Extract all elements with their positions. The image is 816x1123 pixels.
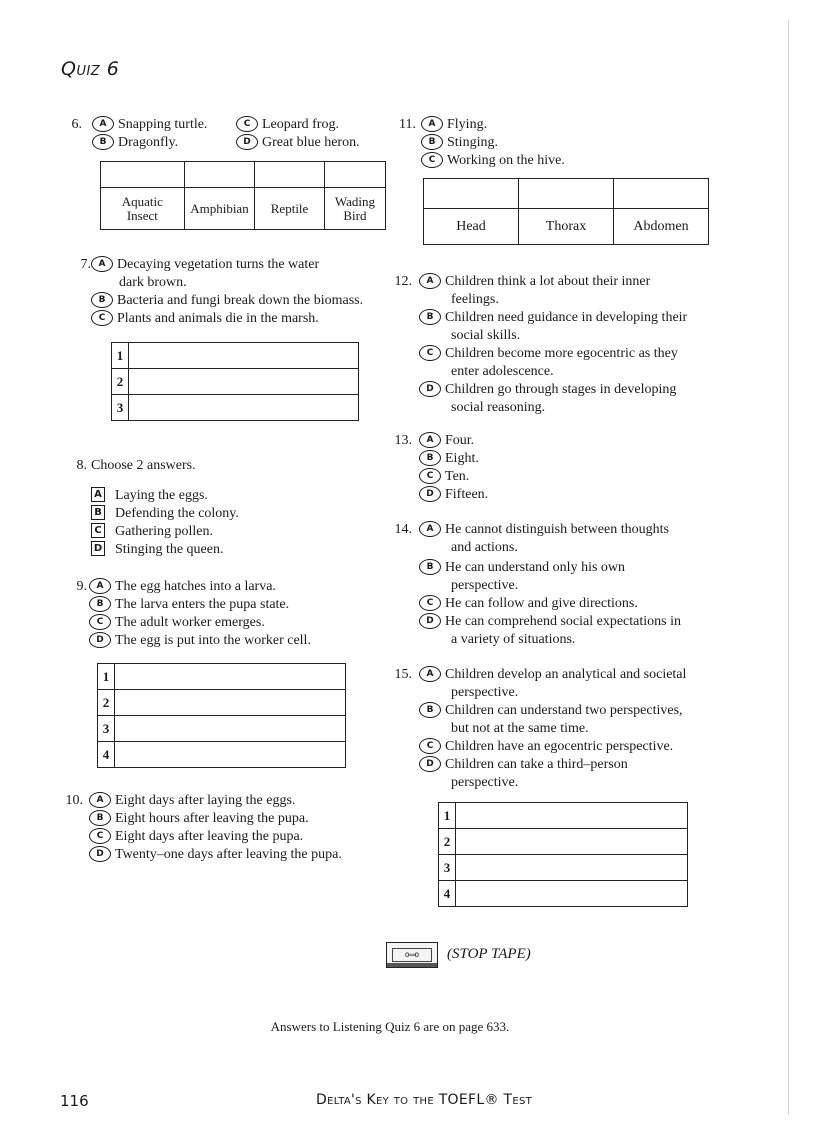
option-bubble[interactable]: C bbox=[91, 310, 113, 326]
option-text: Decaying vegetation turns the water bbox=[117, 257, 320, 272]
option-a[interactable] bbox=[419, 432, 474, 450]
option-a[interactable] bbox=[419, 666, 686, 684]
option-b[interactable] bbox=[419, 702, 683, 720]
option-bubble[interactable]: A bbox=[419, 432, 441, 448]
option-bubble[interactable]: B bbox=[419, 559, 441, 575]
option-text: Fifteen. bbox=[445, 487, 489, 502]
option-bubble[interactable]: C bbox=[419, 595, 441, 611]
option-bubble[interactable]: D bbox=[419, 756, 441, 772]
option-bubble[interactable]: C bbox=[419, 738, 441, 754]
option-bubble[interactable]: D bbox=[89, 846, 111, 862]
option-text: Children become more egocentric as they bbox=[445, 346, 678, 361]
option-checkbox[interactable]: A bbox=[91, 487, 105, 502]
row-number: 1 bbox=[112, 343, 129, 369]
question-number: 6. bbox=[71, 117, 82, 132]
option-bubble[interactable]: D bbox=[236, 134, 258, 150]
option-c[interactable] bbox=[419, 345, 678, 363]
option-text: He can comprehend social expectations in bbox=[445, 614, 681, 629]
option-text: Defending the colony. bbox=[115, 506, 239, 521]
option-b[interactable] bbox=[419, 309, 687, 327]
option-a[interactable] bbox=[92, 116, 207, 134]
option-a-continued: dark brown. bbox=[119, 275, 187, 290]
option-text: The larva enters the pupa state. bbox=[115, 597, 290, 612]
page-title: Quiz 6 bbox=[61, 58, 120, 80]
column-header: Reptile bbox=[255, 188, 325, 230]
answer-slot[interactable] bbox=[456, 803, 688, 829]
option-bubble[interactable]: B bbox=[92, 134, 114, 150]
option-b[interactable] bbox=[92, 134, 178, 152]
option-text: Stinging. bbox=[447, 135, 498, 150]
option-text: He can understand only his own bbox=[445, 560, 626, 575]
option-d[interactable] bbox=[236, 134, 360, 152]
column-header: Aquatic Insect bbox=[101, 188, 185, 230]
option-b[interactable] bbox=[421, 134, 498, 152]
option-bubble[interactable]: B bbox=[89, 596, 111, 612]
option-b[interactable] bbox=[91, 292, 363, 310]
option-bubble[interactable]: A bbox=[91, 256, 113, 272]
option-d[interactable] bbox=[419, 613, 681, 631]
question-number: 10. bbox=[65, 793, 83, 808]
option-d[interactable] bbox=[91, 541, 224, 559]
option-a[interactable] bbox=[421, 116, 487, 134]
option-c[interactable] bbox=[419, 468, 469, 486]
option-text: Gathering pollen. bbox=[115, 524, 213, 539]
cassette-tape-icon bbox=[386, 942, 438, 968]
option-b[interactable] bbox=[91, 505, 239, 523]
option-bubble[interactable]: B bbox=[89, 810, 111, 826]
option-b[interactable] bbox=[89, 810, 309, 828]
option-c[interactable] bbox=[419, 738, 673, 756]
column-header: Abdomen bbox=[614, 209, 709, 245]
option-text: He can follow and give directions. bbox=[445, 596, 638, 611]
option-text: Children develop an analytical and societal bbox=[445, 667, 687, 682]
option-text: Eight hours after leaving the pupa. bbox=[115, 811, 309, 826]
row-number: 2 bbox=[439, 829, 456, 855]
question-number: 15. bbox=[394, 667, 412, 682]
row-number: 1 bbox=[98, 664, 115, 690]
option-bubble[interactable]: B bbox=[421, 134, 443, 150]
option-bubble[interactable]: A bbox=[419, 273, 441, 289]
option-d[interactable] bbox=[419, 486, 488, 504]
cassette-label: o▭o bbox=[392, 948, 432, 962]
option-text: Bacteria and fungi break down the biomass. bbox=[117, 293, 364, 308]
row-number: 3 bbox=[98, 716, 115, 742]
row-number: 1 bbox=[439, 803, 456, 829]
option-bubble[interactable]: C bbox=[421, 152, 443, 168]
option-d[interactable] bbox=[419, 756, 628, 774]
option-checkbox[interactable]: B bbox=[91, 505, 105, 520]
question-number: 11. bbox=[399, 117, 416, 132]
option-text: Children have an egocentric perspective. bbox=[445, 739, 674, 754]
answer-cell[interactable] bbox=[255, 162, 325, 188]
answers-note: Answers to Listening Quiz 6 are on page 633. bbox=[270, 1019, 510, 1034]
option-a[interactable] bbox=[89, 578, 276, 596]
option-text: Eight days after leaving the pupa. bbox=[115, 829, 304, 844]
option-c[interactable] bbox=[421, 152, 565, 170]
question-number: 8. bbox=[76, 458, 87, 473]
row-number: 2 bbox=[112, 369, 129, 395]
option-text: Children need guidance in developing their bbox=[445, 310, 688, 325]
option-text: Flying. bbox=[447, 117, 488, 132]
stop-tape-label: (STOP TAPE) bbox=[447, 946, 531, 962]
option-bubble[interactable]: A bbox=[421, 116, 443, 132]
option-bubble[interactable]: D bbox=[419, 486, 441, 502]
column-header: Thorax bbox=[519, 209, 614, 245]
answer-cell[interactable] bbox=[424, 179, 519, 209]
option-text: The adult worker emerges. bbox=[115, 615, 265, 630]
answer-slot[interactable] bbox=[129, 369, 359, 395]
option-checkbox[interactable]: C bbox=[91, 523, 105, 538]
row-number: 4 bbox=[439, 881, 456, 907]
option-a-continued: perspective. bbox=[451, 685, 519, 700]
option-b-continued: perspective. bbox=[451, 578, 519, 593]
option-bubble[interactable]: A bbox=[89, 792, 111, 808]
answer-cell[interactable] bbox=[184, 162, 255, 188]
option-bubble[interactable]: B bbox=[419, 450, 441, 466]
option-a[interactable] bbox=[419, 273, 650, 291]
option-text: Children can take a third–person bbox=[445, 757, 628, 772]
option-bubble[interactable]: C bbox=[89, 614, 111, 630]
option-text: He cannot distinguish between thoughts bbox=[445, 522, 669, 537]
row-number: 2 bbox=[98, 690, 115, 716]
question-number: 14. bbox=[394, 522, 412, 537]
option-text: Four. bbox=[445, 433, 475, 448]
row-number: 3 bbox=[112, 395, 129, 421]
answer-cell[interactable] bbox=[324, 162, 385, 188]
option-b[interactable] bbox=[419, 450, 479, 468]
option-bubble[interactable]: D bbox=[89, 632, 111, 648]
row-number: 4 bbox=[98, 742, 115, 768]
option-c[interactable] bbox=[89, 614, 265, 632]
q6-answer-table bbox=[100, 161, 386, 230]
answer-slot[interactable] bbox=[115, 664, 346, 690]
option-bubble[interactable]: C bbox=[89, 828, 111, 844]
option-d-continued: a variety of situations. bbox=[451, 632, 576, 647]
option-text: Children go through stages in developing bbox=[445, 382, 677, 397]
question-number: 7. bbox=[80, 257, 91, 272]
page-edge-rule bbox=[788, 20, 789, 1115]
option-b-continued: social skills. bbox=[451, 328, 521, 343]
option-d[interactable] bbox=[419, 381, 676, 399]
answer-slot[interactable] bbox=[456, 881, 688, 907]
option-c-continued: enter adolescence. bbox=[451, 364, 554, 379]
question-number: 12. bbox=[394, 274, 412, 289]
option-b[interactable] bbox=[419, 559, 625, 577]
question-number: 9. bbox=[76, 579, 87, 594]
option-d-continued: social reasoning. bbox=[451, 400, 546, 415]
option-text: Snapping turtle. bbox=[118, 117, 208, 132]
answer-cell[interactable] bbox=[519, 179, 614, 209]
option-text: Twenty–one days after leaving the pupa. bbox=[115, 847, 342, 862]
answer-slot[interactable] bbox=[129, 343, 359, 369]
q11-answer-table bbox=[423, 178, 709, 245]
option-bubble[interactable]: B bbox=[91, 292, 113, 308]
option-a-continued: feelings. bbox=[451, 292, 499, 307]
option-checkbox[interactable]: D bbox=[91, 541, 105, 556]
option-text: Children can understand two perspectives, bbox=[445, 703, 683, 718]
option-a[interactable] bbox=[91, 487, 208, 505]
option-d[interactable] bbox=[89, 632, 311, 650]
option-c[interactable] bbox=[419, 595, 638, 613]
column-header: Wading Bird bbox=[324, 188, 385, 230]
option-text: Laying the eggs. bbox=[115, 488, 208, 503]
option-bubble[interactable]: B bbox=[419, 309, 441, 325]
option-text: Eight days after laying the eggs. bbox=[115, 793, 296, 808]
option-text: Working on the hive. bbox=[447, 153, 565, 168]
question-prompt: Choose 2 answers. bbox=[91, 458, 196, 473]
option-bubble[interactable]: C bbox=[419, 468, 441, 484]
option-a[interactable] bbox=[89, 792, 295, 810]
column-header: Amphibian bbox=[184, 188, 255, 230]
option-a-continued: and actions. bbox=[451, 540, 518, 555]
answer-slot[interactable] bbox=[115, 716, 346, 742]
page-number: 116 bbox=[60, 1092, 89, 1110]
option-text: Dragonfly. bbox=[118, 135, 179, 150]
option-text: The egg is put into the worker cell. bbox=[115, 633, 311, 648]
option-d[interactable] bbox=[89, 846, 342, 864]
option-bubble[interactable]: A bbox=[419, 666, 441, 682]
option-text: Stinging the queen. bbox=[115, 542, 224, 557]
q9-order-table bbox=[97, 663, 346, 768]
option-d-continued: perspective. bbox=[451, 775, 519, 790]
q7-order-table bbox=[111, 342, 359, 421]
column-header: Head bbox=[424, 209, 519, 245]
option-a[interactable] bbox=[91, 256, 319, 274]
option-text: Eight. bbox=[445, 451, 479, 466]
option-text: Ten. bbox=[445, 469, 470, 484]
answer-slot[interactable] bbox=[115, 690, 346, 716]
option-bubble[interactable]: D bbox=[419, 613, 441, 629]
q15-order-table bbox=[438, 802, 688, 907]
answer-slot[interactable] bbox=[115, 742, 346, 768]
option-bubble[interactable]: A bbox=[89, 578, 111, 594]
option-bubble[interactable]: C bbox=[419, 345, 441, 361]
row-number: 3 bbox=[439, 855, 456, 881]
option-c[interactable] bbox=[91, 310, 319, 328]
answer-cell[interactable] bbox=[101, 162, 185, 188]
option-bubble[interactable]: C bbox=[236, 116, 258, 132]
option-b[interactable] bbox=[89, 596, 289, 614]
answer-slot[interactable] bbox=[129, 395, 359, 421]
question-number: 13. bbox=[394, 433, 412, 448]
option-c[interactable] bbox=[236, 116, 339, 134]
answer-slot[interactable] bbox=[456, 855, 688, 881]
option-text: Great blue heron. bbox=[262, 135, 360, 150]
option-text: Children think a lot about their inner bbox=[445, 274, 651, 289]
option-text: Leopard frog. bbox=[262, 117, 339, 132]
option-c[interactable] bbox=[89, 828, 303, 846]
answer-slot[interactable] bbox=[456, 829, 688, 855]
option-bubble[interactable]: A bbox=[92, 116, 114, 132]
option-text: Plants and animals die in the marsh. bbox=[117, 311, 319, 326]
option-c[interactable] bbox=[91, 523, 213, 541]
option-bubble[interactable]: B bbox=[419, 702, 441, 718]
answer-cell[interactable] bbox=[614, 179, 709, 209]
option-bubble[interactable]: A bbox=[419, 521, 441, 537]
option-bubble[interactable]: D bbox=[419, 381, 441, 397]
option-a[interactable] bbox=[419, 521, 669, 539]
option-text: The egg hatches into a larva. bbox=[115, 579, 276, 594]
option-b-continued: but not at the same time. bbox=[451, 721, 589, 736]
book-title-footer: Delta's Key to the TOEFL® Test bbox=[316, 1092, 533, 1108]
